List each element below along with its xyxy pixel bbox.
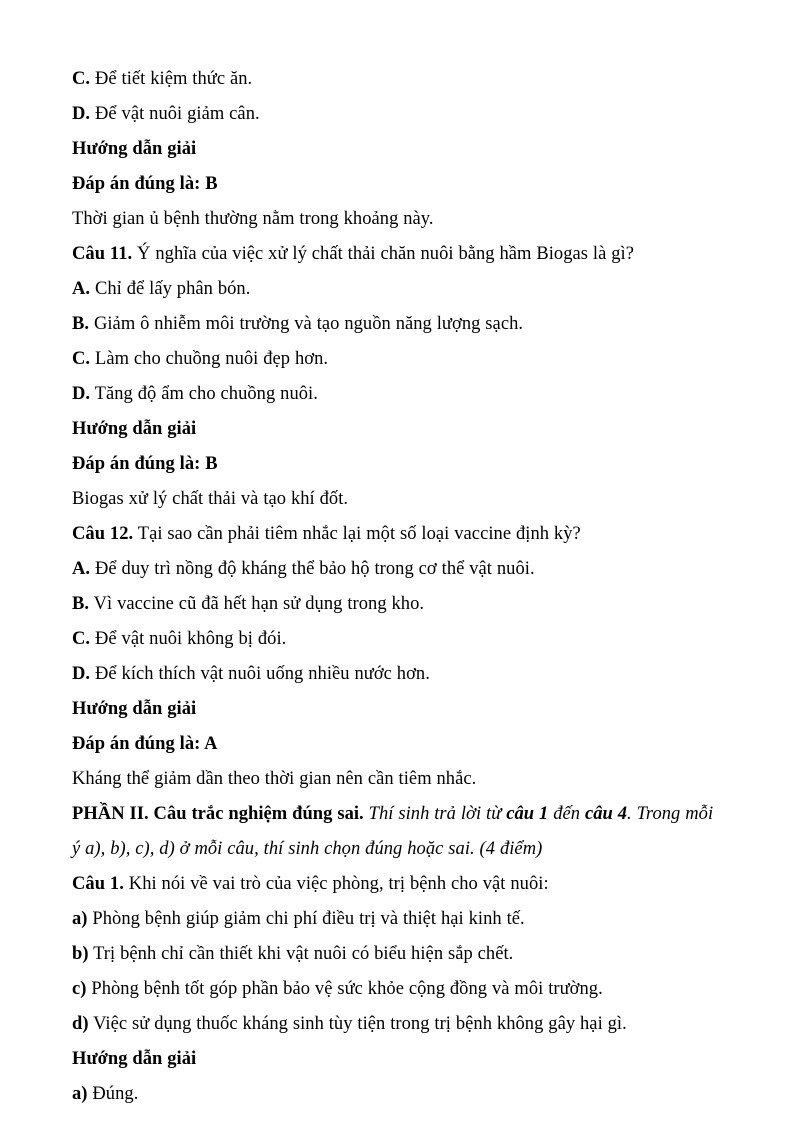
- option-label: D.: [72, 384, 91, 404]
- correct-answer-q10: Đáp án đúng là: B: [72, 174, 218, 194]
- option-label: D.: [72, 104, 91, 124]
- question-1-item-b: [72, 937, 722, 972]
- option-text: Để vật nuôi giảm cân.: [90, 104, 260, 124]
- item-text: Trị bệnh chỉ cần thiết khi vật nuôi có biểu hiện sắp chết.: [88, 944, 514, 964]
- answer-option-a-q12: [72, 552, 722, 587]
- explanation-q10: Thời gian ủ bệnh thường nằm trong khoảng này.: [72, 209, 434, 229]
- document-body: [72, 62, 722, 1112]
- question-text: Ý nghĩa của việc xử lý chất thải chăn nuôi bằng hầm Biogas là gì?: [132, 244, 634, 264]
- option-text: Để tiết kiệm thức ăn.: [90, 69, 253, 89]
- option-label: D.: [72, 664, 91, 684]
- option-text: Giảm ô nhiễm môi trường và tạo nguồn năng lượng sạch.: [89, 314, 524, 334]
- question-1-stem: [72, 867, 722, 902]
- answer-option-d-q12: [72, 657, 722, 692]
- option-label: C.: [72, 629, 91, 649]
- answer-option-a-q11: [72, 272, 722, 307]
- item-text: Việc sử dụng thuốc kháng sinh tùy tiện trong trị bệnh không gây hại gì.: [88, 1014, 627, 1034]
- question-1-block: [72, 867, 722, 1112]
- guide-heading-q1-part2: Hướng dẫn giải: [72, 1049, 197, 1069]
- option-label: C.: [72, 69, 91, 89]
- option-text: Để duy trì nồng độ kháng thể bảo hộ trong cơ thể vật nuôi.: [90, 559, 535, 579]
- option-label: B.: [72, 314, 90, 334]
- question-1-answer-a: [72, 1077, 722, 1112]
- answer-option-b-q11: [72, 307, 722, 342]
- answer-option-b-q12: [72, 587, 722, 622]
- part-2-range-start: câu 1: [506, 804, 549, 824]
- item-label: a): [72, 909, 88, 929]
- question-text: Tại sao cần phải tiêm nhắc lại một số loại vaccine định kỳ?: [133, 524, 581, 544]
- option-text: Làm cho chuồng nuôi đẹp hơn.: [90, 349, 329, 369]
- item-label: a): [72, 1084, 88, 1104]
- item-label: b): [72, 944, 89, 964]
- option-text: Tăng độ ẩm cho chuồng nuôi.: [90, 384, 318, 404]
- guide-heading-q10: Hướng dẫn giải: [72, 139, 197, 159]
- part-2-instruction-1: Thí sinh trả lời từ: [363, 804, 507, 824]
- question-1-item-d: [72, 1007, 722, 1042]
- guide-heading-q12: Hướng dẫn giải: [72, 699, 197, 719]
- option-text: Chỉ để lấy phân bón.: [90, 279, 251, 299]
- part-2-instruction-3: . Trong mỗi ý a), b), c), d) ở mỗi câu, thí sinh chọn đúng hoặc sai. (4 điểm): [72, 804, 714, 859]
- explanation-q11: Biogas xử lý chất thải và tạo khí đốt.: [72, 489, 349, 509]
- option-text: Để vật nuôi không bị đói.: [90, 629, 287, 649]
- part-2-heading-and-instructions: [72, 797, 722, 867]
- option-text: Để kích thích vật nuôi uống nhiều nước hơn.: [90, 664, 430, 684]
- item-label: c): [72, 979, 87, 999]
- question-label: Câu 1.: [72, 874, 124, 894]
- item-text: Phòng bệnh tốt góp phần bảo vệ sức khỏe cộng đồng và môi trường.: [86, 979, 603, 999]
- question-label: Câu 12.: [72, 524, 134, 544]
- question-1-item-a: [72, 902, 722, 937]
- item-label: d): [72, 1014, 89, 1034]
- part-2-range-end: câu 4: [584, 804, 628, 824]
- explanation-q12: Kháng thể giảm dần theo thời gian nên cần tiêm nhắc.: [72, 769, 477, 789]
- part-2-instruction-2: đến: [548, 804, 585, 824]
- question-block-upper: [72, 62, 722, 797]
- answer-option-d-q10: [72, 97, 722, 132]
- option-label: C.: [72, 349, 91, 369]
- correct-answer-q11: Đáp án đúng là: B: [72, 454, 218, 474]
- correct-answer-q12: Đáp án đúng là: A: [72, 734, 218, 754]
- part-2-heading: PHẦN II. Câu trắc nghiệm đúng sai.: [72, 804, 364, 824]
- question-text: Khi nói về vai trò của việc phòng, trị bệnh cho vật nuôi:: [123, 874, 549, 894]
- option-label: A.: [72, 559, 91, 579]
- question-12-stem: [72, 517, 722, 552]
- option-text: Vì vaccine cũ đã hết hạn sử dụng trong kho.: [89, 594, 425, 614]
- item-text: Phòng bệnh giúp giảm chi phí điều trị và thiệt hại kinh tế.: [87, 909, 525, 929]
- option-label: B.: [72, 594, 90, 614]
- question-11-stem: [72, 237, 722, 272]
- question-label: Câu 11.: [72, 244, 133, 264]
- answer-option-c-q11: [72, 342, 722, 377]
- answer-option-c-q12: [72, 622, 722, 657]
- answer-option-c-q10: [72, 62, 722, 97]
- guide-heading-q11: Hướng dẫn giải: [72, 419, 197, 439]
- answer-option-d-q11: [72, 377, 722, 412]
- option-label: A.: [72, 279, 91, 299]
- question-1-item-c: [72, 972, 722, 1007]
- item-text: Đúng.: [87, 1084, 139, 1104]
